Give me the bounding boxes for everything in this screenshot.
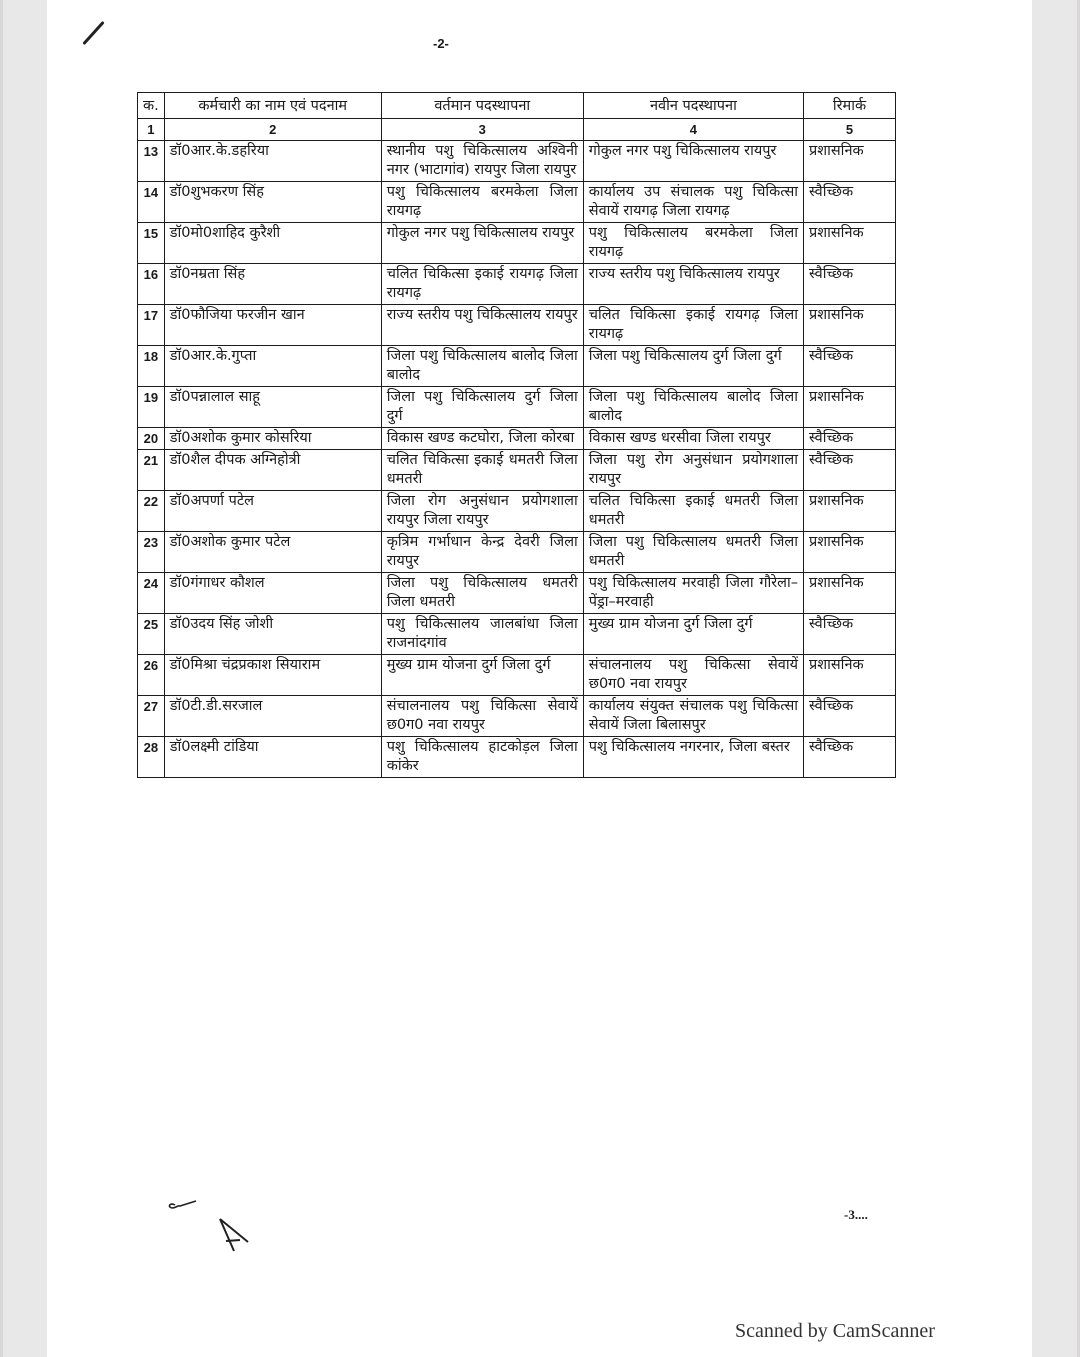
employee-name-cell: डॉ0मो0शाहिद कुरैशी xyxy=(164,223,381,264)
table-row xyxy=(138,532,896,573)
table-row xyxy=(138,223,896,264)
column-number: 1 xyxy=(138,119,165,141)
serial-cell: 22 xyxy=(138,491,165,532)
serial-cell: 13 xyxy=(138,141,165,182)
column-number: 3 xyxy=(381,119,583,141)
current-posting-cell: चलित चिकित्सा इकाई रायगढ़ जिला रायगढ़ xyxy=(381,264,583,305)
current-posting-cell: संचालनालय पशु चिकित्सा सेवायें छ0ग0 नवा रायपुर xyxy=(381,696,583,737)
current-posting-cell: पशु चिकित्सालय जालबांधा जिला राजनांदगांव xyxy=(381,614,583,655)
employee-name-cell: डॉ0नम्रता सिंह xyxy=(164,264,381,305)
current-posting-cell: स्थानीय पशु चिकित्सालय अश्विनी नगर (भाटागांव) रायपुर जिला रायपुर xyxy=(381,141,583,182)
remark-cell: प्रशासनिक xyxy=(804,305,896,346)
table-row xyxy=(138,387,896,428)
new-posting-cell: जिला पशु चिकित्सालय दुर्ग जिला दुर्ग xyxy=(583,346,803,387)
remark-cell: प्रशासनिक xyxy=(804,532,896,573)
header-serial: क. xyxy=(138,93,165,119)
table-row xyxy=(138,305,896,346)
table-row xyxy=(138,264,896,305)
new-posting-cell: मुख्य ग्राम योजना दुर्ग जिला दुर्ग xyxy=(583,614,803,655)
remark-cell: प्रशासनिक xyxy=(804,223,896,264)
current-posting-cell: पशु चिकित्सालय बरमकेला जिला रायगढ़ xyxy=(381,182,583,223)
remark-cell: स्वैच्छिक xyxy=(804,428,896,450)
remark-cell: स्वैच्छिक xyxy=(804,346,896,387)
employee-name-cell: डॉ0मिश्रा चंद्रप्रकाश सियाराम xyxy=(164,655,381,696)
remark-cell: स्वैच्छिक xyxy=(804,182,896,223)
new-posting-cell: पशु चिकित्सालय मरवाही जिला गौरेला–पेंड्रा–मरवाही xyxy=(583,573,803,614)
serial-cell: 17 xyxy=(138,305,165,346)
header-remark: रिमार्क xyxy=(804,93,896,119)
serial-cell: 20 xyxy=(138,428,165,450)
table-body xyxy=(138,141,896,778)
employee-name-cell: डॉ0पन्नालाल साहू xyxy=(164,387,381,428)
header-current-posting: वर्तमान पदस्थापना xyxy=(381,93,583,119)
new-posting-cell: राज्य स्तरीय पशु चिकित्सालय रायपुर xyxy=(583,264,803,305)
column-number-row xyxy=(138,119,896,141)
header-row xyxy=(138,93,896,119)
remark-cell: स्वैच्छिक xyxy=(804,264,896,305)
serial-cell: 18 xyxy=(138,346,165,387)
current-posting-cell: पशु चिकित्सालय हाटकोड़ल जिला कांकेर xyxy=(381,737,583,778)
serial-cell: 28 xyxy=(138,737,165,778)
table-row xyxy=(138,573,896,614)
employee-name-cell: डॉ0लक्ष्मी टांडिया xyxy=(164,737,381,778)
employee-name-cell: डॉ0आर.के.डहरिया xyxy=(164,141,381,182)
column-number: 4 xyxy=(583,119,803,141)
current-posting-cell: विकास खण्ड कटघोरा, जिला कोरबा xyxy=(381,428,583,450)
serial-cell: 15 xyxy=(138,223,165,264)
new-posting-cell: चलित चिकित्सा इकाई धमतरी जिला धमतरी xyxy=(583,491,803,532)
header-new-posting: नवीन पदस्थापना xyxy=(583,93,803,119)
column-number: 2 xyxy=(164,119,381,141)
new-posting-cell: कार्यालय उप संचालक पशु चिकित्सा सेवायें रायगढ़ जिला रायगढ़ xyxy=(583,182,803,223)
new-posting-cell: चलित चिकित्सा इकाई रायगढ़ जिला रायगढ़ xyxy=(583,305,803,346)
serial-cell: 25 xyxy=(138,614,165,655)
new-posting-cell: विकास खण्ड धरसीवा जिला रायपुर xyxy=(583,428,803,450)
left-edge-strip xyxy=(0,0,3,1357)
table-row xyxy=(138,655,896,696)
current-posting-cell: जिला पशु चिकित्सालय बालोद जिला बालोद xyxy=(381,346,583,387)
table-row xyxy=(138,614,896,655)
serial-cell: 21 xyxy=(138,450,165,491)
serial-cell: 16 xyxy=(138,264,165,305)
continuation-mark: -3.... xyxy=(844,1207,868,1222)
new-posting-cell: पशु चिकित्सालय बरमकेला जिला रायगढ़ xyxy=(583,223,803,264)
remark-cell: प्रशासनिक xyxy=(804,491,896,532)
serial-cell: 24 xyxy=(138,573,165,614)
transfer-table xyxy=(137,92,896,778)
current-posting-cell: जिला पशु चिकित्सालय दुर्ग जिला दुर्ग xyxy=(381,387,583,428)
table-row xyxy=(138,450,896,491)
employee-name-cell: डॉ0अशोक कुमार पटेल xyxy=(164,532,381,573)
new-posting-cell: जिला पशु चिकित्सालय धमतरी जिला धमतरी xyxy=(583,532,803,573)
table-row xyxy=(138,182,896,223)
remark-cell: स्वैच्छिक xyxy=(804,614,896,655)
serial-cell: 26 xyxy=(138,655,165,696)
new-posting-cell: संचालनालय पशु चिकित्सा सेवायें छ0ग0 नवा रायपुर xyxy=(583,655,803,696)
employee-name-cell: डॉ0गंगाधर कौशल xyxy=(164,573,381,614)
serial-cell: 23 xyxy=(138,532,165,573)
current-posting-cell: मुख्य ग्राम योजना दुर्ग जिला दुर्ग xyxy=(381,655,583,696)
current-posting-cell: चलित चिकित्सा इकाई धमतरी जिला धमतरी xyxy=(381,450,583,491)
serial-cell: 27 xyxy=(138,696,165,737)
remark-cell: स्वैच्छिक xyxy=(804,696,896,737)
table-row xyxy=(138,141,896,182)
serial-cell: 14 xyxy=(138,182,165,223)
table-row xyxy=(138,737,896,778)
page-number: -2- xyxy=(433,36,449,51)
remark-cell: स्वैच्छिक xyxy=(804,450,896,491)
employee-name-cell: डॉ0टी.डी.सरजाल xyxy=(164,696,381,737)
handwritten-A-signature xyxy=(218,1217,250,1257)
remark-cell: स्वैच्छिक xyxy=(804,737,896,778)
current-posting-cell: जिला पशु चिकित्सालय धमतरी जिला धमतरी xyxy=(381,573,583,614)
handwritten-initial xyxy=(166,1200,200,1210)
table-row xyxy=(138,491,896,532)
camscanner-watermark: Scanned by CamScanner xyxy=(735,1320,935,1342)
remark-cell: प्रशासनिक xyxy=(804,387,896,428)
table-row xyxy=(138,346,896,387)
new-posting-cell: जिला पशु रोग अनुसंधान प्रयोगशाला रायपुर xyxy=(583,450,803,491)
current-posting-cell: जिला रोग अनुसंधान प्रयोगशाला रायपुर जिला रायपुर xyxy=(381,491,583,532)
table-row xyxy=(138,696,896,737)
new-posting-cell: जिला पशु चिकित्सालय बालोद जिला बालोद xyxy=(583,387,803,428)
current-posting-cell: कृत्रिम गर्भाधान केन्द्र देवरी जिला रायपुर xyxy=(381,532,583,573)
current-posting-cell: राज्य स्तरीय पशु चिकित्सालय रायपुर xyxy=(381,305,583,346)
new-posting-cell: गोकुल नगर पशु चिकित्सालय रायपुर xyxy=(583,141,803,182)
employee-name-cell: डॉ0अशोक कुमार कोसरिया xyxy=(164,428,381,450)
new-posting-cell: पशु चिकित्सालय नगरनार, जिला बस्तर xyxy=(583,737,803,778)
employee-name-cell: डॉ0अपर्णा पटेल xyxy=(164,491,381,532)
employee-name-cell: डॉ0फौजिया फरजीन खान xyxy=(164,305,381,346)
employee-name-cell: डॉ0आर.के.गुप्ता xyxy=(164,346,381,387)
current-posting-cell: गोकुल नगर पशु चिकित्सालय रायपुर xyxy=(381,223,583,264)
employee-name-cell: डॉ0शुभकरण सिंह xyxy=(164,182,381,223)
employee-name-cell: डॉ0उदय सिंह जोशी xyxy=(164,614,381,655)
remark-cell: प्रशासनिक xyxy=(804,655,896,696)
employee-name-cell: डॉ0शैल दीपक अग्निहोत्री xyxy=(164,450,381,491)
serial-cell: 19 xyxy=(138,387,165,428)
table-row xyxy=(138,428,896,450)
column-number: 5 xyxy=(804,119,896,141)
remark-cell: प्रशासनिक xyxy=(804,573,896,614)
header-name: कर्मचारी का नाम एवं पदनाम xyxy=(164,93,381,119)
remark-cell: प्रशासनिक xyxy=(804,141,896,182)
new-posting-cell: कार्यालय संयुक्त संचालक पशु चिकित्सा सेवायें जिला बिलासपुर xyxy=(583,696,803,737)
